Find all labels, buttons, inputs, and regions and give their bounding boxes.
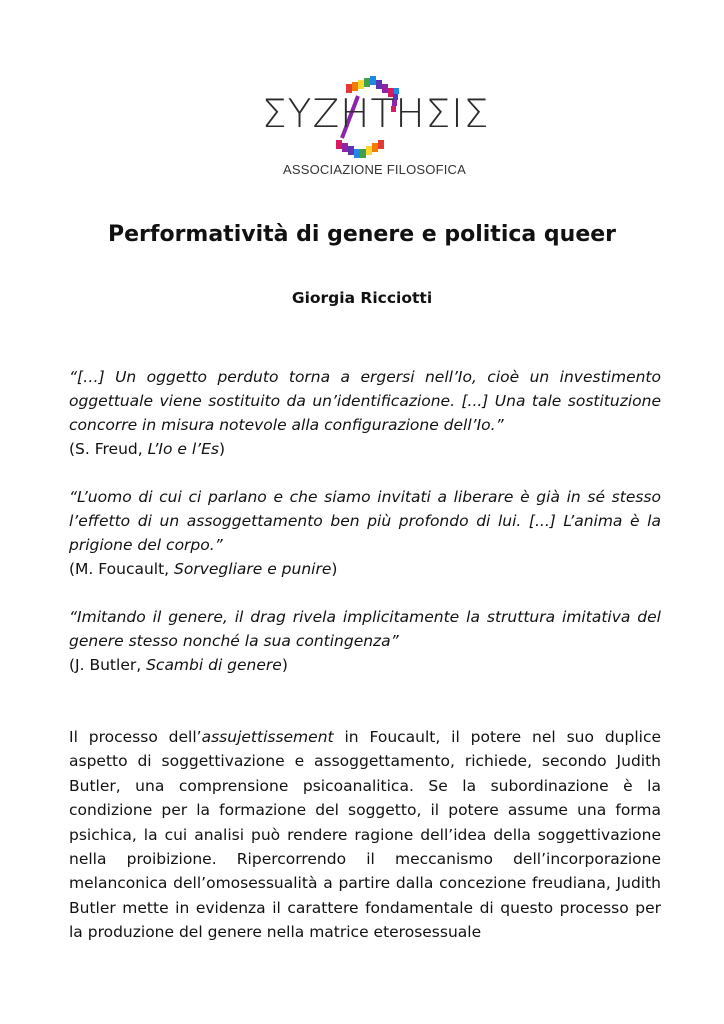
- logo-arc-step: [342, 143, 348, 152]
- logo-arc-step: [360, 149, 366, 158]
- source-work-title: Sorvegliare e punire: [174, 560, 332, 578]
- quote-text: “[…] Un oggetto perduto torna a ergersi nell’Io, cioè un investimento oggettuale viene sostituito da un’identificazione. [...] Una tale sostituzione concorre in misura notevole alla configurazione dell’Io.”: [69, 368, 661, 434]
- body-paragraph: Il processo dell’assujettissement in Foucault, il potere nel suo duplice aspetto di soggettivazione e assoggettamento, richiede, secondo Judith Butler, una comprensione psicoanalitica. Se la subordinazione è la condizione per la formazione del soggetto, il potere assume una forma psichica, la cui analisi può rendere ragione dell’idea della soggettivazione nella proibizione. Ripercorrendo il meccanismo dell’incorporazione melanconica dell’omosessualità a partire dalla concezione freudiana, Judith Butler mette in evidenza il carattere fondamentale di questo processo per la produzione del genere nella matrice eterosessuale: [69, 728, 661, 942]
- logo-arc-step: [376, 80, 382, 89]
- logo-arc-step: [336, 140, 342, 149]
- logo-arc-step: [378, 140, 384, 149]
- quote-source: (J. Butler, Scambi di genere): [69, 656, 288, 674]
- logo-arc-step: [348, 146, 354, 155]
- source-work-title: Scambi di genere: [146, 656, 282, 674]
- source-work-title: L’Io e l’Es: [147, 440, 219, 458]
- association-logo: [258, 68, 490, 178]
- logo-subtitle: ASSOCIAZIONE FILOSOFICA: [283, 162, 467, 177]
- logo-arc-step: [372, 143, 378, 152]
- logo-wordmark: ΣΥΖΗΤΗΣΙΣ: [262, 92, 490, 137]
- logo-arc-step: [366, 146, 372, 155]
- logo-arc-step: [352, 82, 358, 91]
- logo-arc-step: [354, 149, 360, 158]
- article-author: Giorgia Ricciotti: [291, 289, 433, 307]
- article-title: Performatività di genere e politica queer: [107, 222, 617, 247]
- epigraph-quote: [69, 605, 661, 677]
- epigraph-quote: [69, 485, 661, 581]
- logo-arc-step: [358, 80, 364, 89]
- quote-text: “L’uomo di cui ci parlano e che siamo invitati a liberare è già in sé stesso l’effetto di un assoggettamento ben più profondo di lui. [...] L’anima è la prigione del corpo.”: [69, 488, 661, 554]
- epigraph-quote: [69, 365, 661, 461]
- logo-arc-step: [364, 78, 370, 87]
- quote-source: (S. Freud, L’Io e l’Es): [69, 440, 226, 458]
- article-content: [69, 365, 661, 960]
- logo-arc-step: [370, 76, 376, 85]
- italic-term: assujettissement: [201, 728, 334, 746]
- quote-text: “Imitando il genere, il drag rivela implicitamente la struttura imitativa del genere stesso nonché la sua contingenza”: [69, 608, 661, 650]
- quote-source: (M. Foucault, Sorvegliare e punire): [69, 560, 338, 578]
